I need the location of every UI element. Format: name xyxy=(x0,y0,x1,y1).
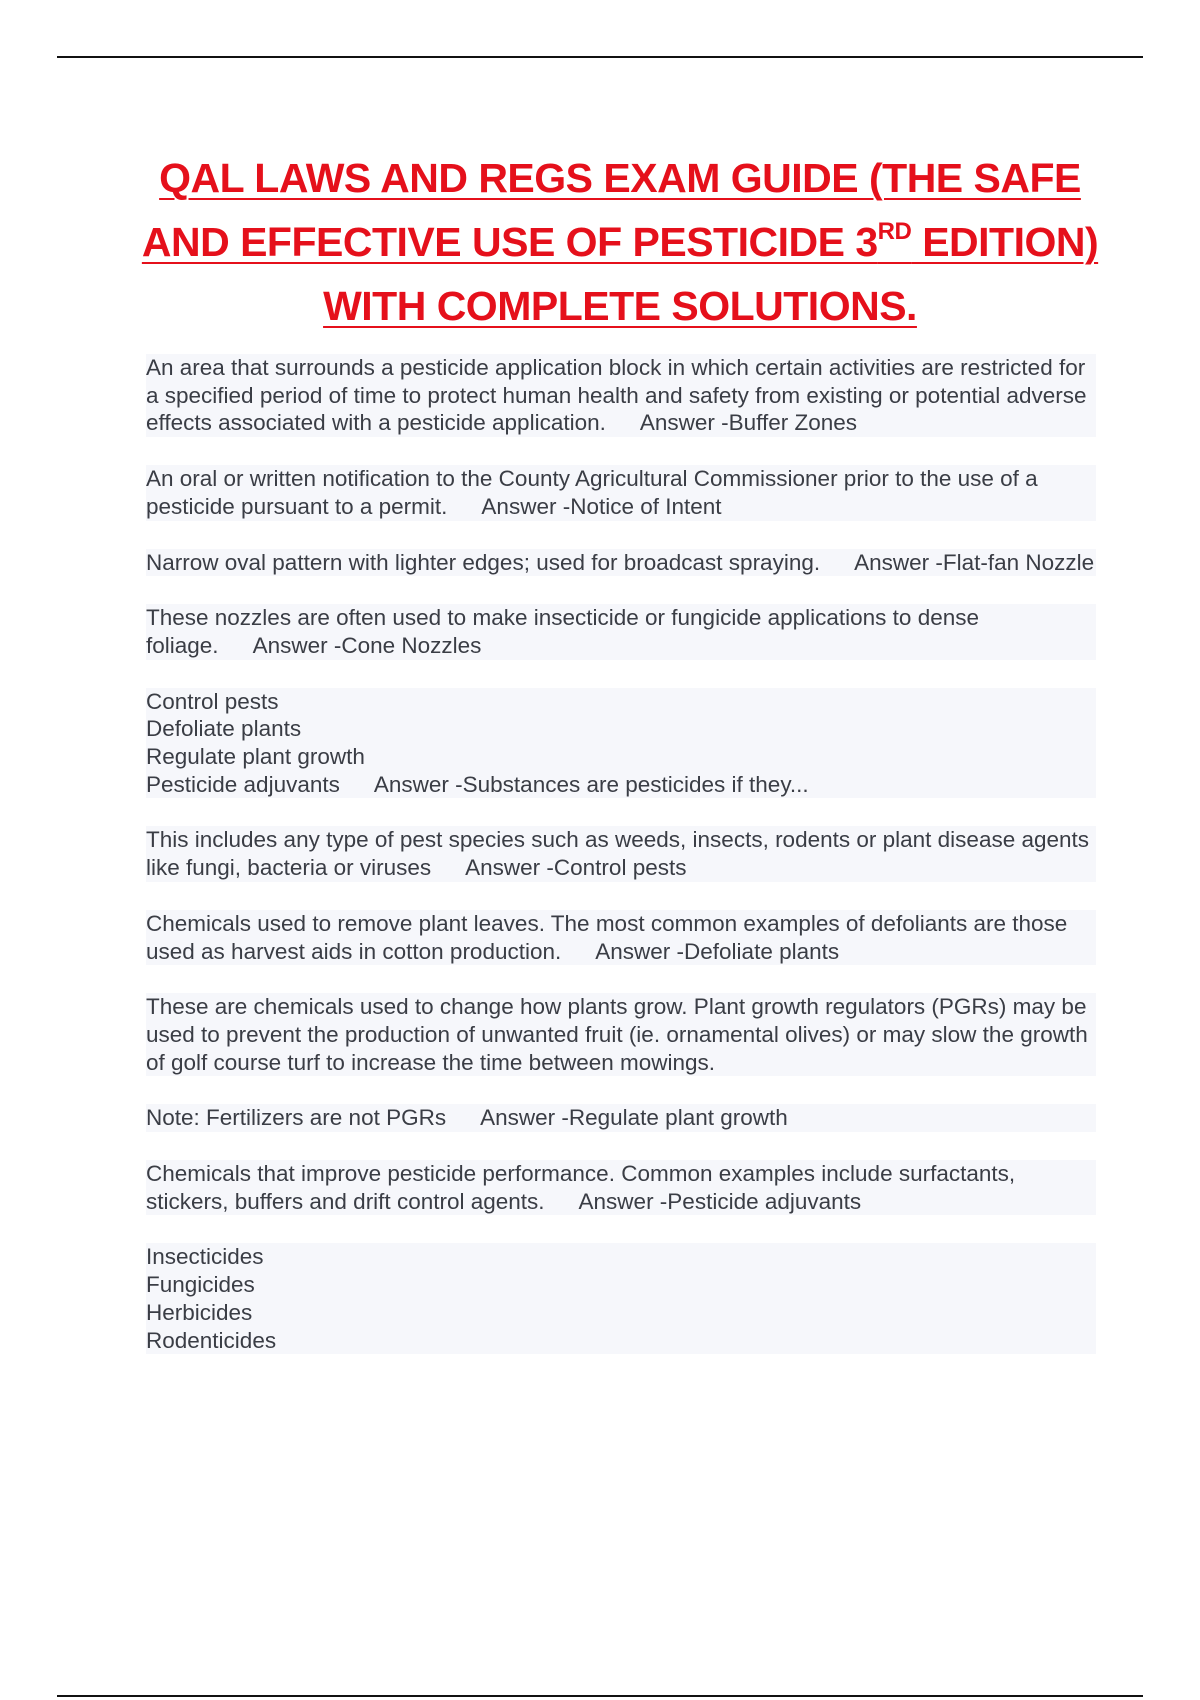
title-line-2-text: AND EFFECTIVE USE OF PESTICIDE 3 xyxy=(141,219,878,265)
list-item: Fungicides xyxy=(146,1272,255,1298)
answer-text: Answer -Regulate plant growth xyxy=(480,1105,788,1131)
document-body xyxy=(146,354,1096,1382)
qa-item xyxy=(146,826,1096,881)
question-text: Narrow oval pattern with lighter edges; used for broadcast spraying. xyxy=(146,549,821,575)
list-item: Pesticide adjuvants xyxy=(146,771,340,797)
footer-rule xyxy=(57,1695,1143,1697)
qa-item xyxy=(146,604,1096,659)
list-item: Control pests xyxy=(146,688,279,714)
list-item-with-answer xyxy=(146,771,1096,799)
question-text: These nozzles are often used to make insecticide or fungicide applications to dense foliage. xyxy=(146,605,979,658)
list-block-pesticide-types xyxy=(146,1243,1096,1354)
question-text: Note: Fertilizers are not PGRs xyxy=(146,1105,447,1131)
qa-item xyxy=(146,465,1096,520)
qa-item xyxy=(146,1160,1096,1215)
qa-item xyxy=(146,910,1096,965)
answer-text: Answer -Flat-fan Nozzle xyxy=(854,549,1095,575)
qa-item xyxy=(146,549,1096,577)
title-line-2 xyxy=(142,219,1098,265)
list-block-substances xyxy=(146,688,1096,799)
answer-text: Answer -Buffer Zones xyxy=(639,410,858,436)
answer-text: Answer -Control pests xyxy=(465,855,687,881)
title-line-1: QAL LAWS AND REGS EXAM GUIDE (THE SAFE xyxy=(159,155,1081,201)
list-item: Insecticides xyxy=(146,1244,264,1270)
list-item: Regulate plant growth xyxy=(146,744,365,770)
title-line-3: WITH COMPLETE SOLUTIONS. xyxy=(323,283,917,329)
list-item: Herbicides xyxy=(146,1299,253,1325)
answer-text: Answer -Substances are pesticides if they... xyxy=(373,771,809,797)
question-text: An area that surrounds a pesticide application block in which certain activities are restricted for a specified period of time to protect human health and safety from existing or potential adverse effects associated with a pesticide application. xyxy=(146,355,1087,436)
title-line-2-end: EDITION) xyxy=(911,219,1099,265)
qa-item xyxy=(146,354,1096,437)
question-text: Chemicals that improve pesticide performance. Common examples include surfactants, stickers, buffers and drift control agents. xyxy=(146,1161,1016,1214)
title-superscript: RD xyxy=(877,218,912,245)
list-item: Rodenticides xyxy=(146,1327,277,1353)
header-rule xyxy=(57,56,1143,58)
list-item: Defoliate plants xyxy=(146,716,302,742)
answer-text: Answer -Notice of Intent xyxy=(481,493,722,519)
document-title xyxy=(130,146,1110,338)
question-text: Chemicals used to remove plant leaves. The most common examples of defoliants are those used as harvest aids in cotton production. xyxy=(146,910,1068,964)
answer-text: Answer -Pesticide adjuvants xyxy=(578,1188,862,1214)
answer-text: Answer -Cone Nozzles xyxy=(252,632,482,658)
question-text: An oral or written notification to the County Agricultural Commissioner prior to the use of a pesticide pursuant to a permit. xyxy=(146,466,1038,519)
qa-item xyxy=(146,1104,1096,1132)
answer-text: Answer -Defoliate plants xyxy=(595,938,840,964)
pgr-paragraph: These are chemicals used to change how plants grow. Plant growth regulators (PGRs) may be used to prevent the production of unwanted fruit (ie. ornamental olives) or may slow the growth of golf course turf to increase the time between mowings. xyxy=(146,993,1096,1076)
question-text: This includes any type of pest species such as weeds, insects, rodents or plant disease agents like fungi, bacteria or viruses xyxy=(146,827,1090,881)
